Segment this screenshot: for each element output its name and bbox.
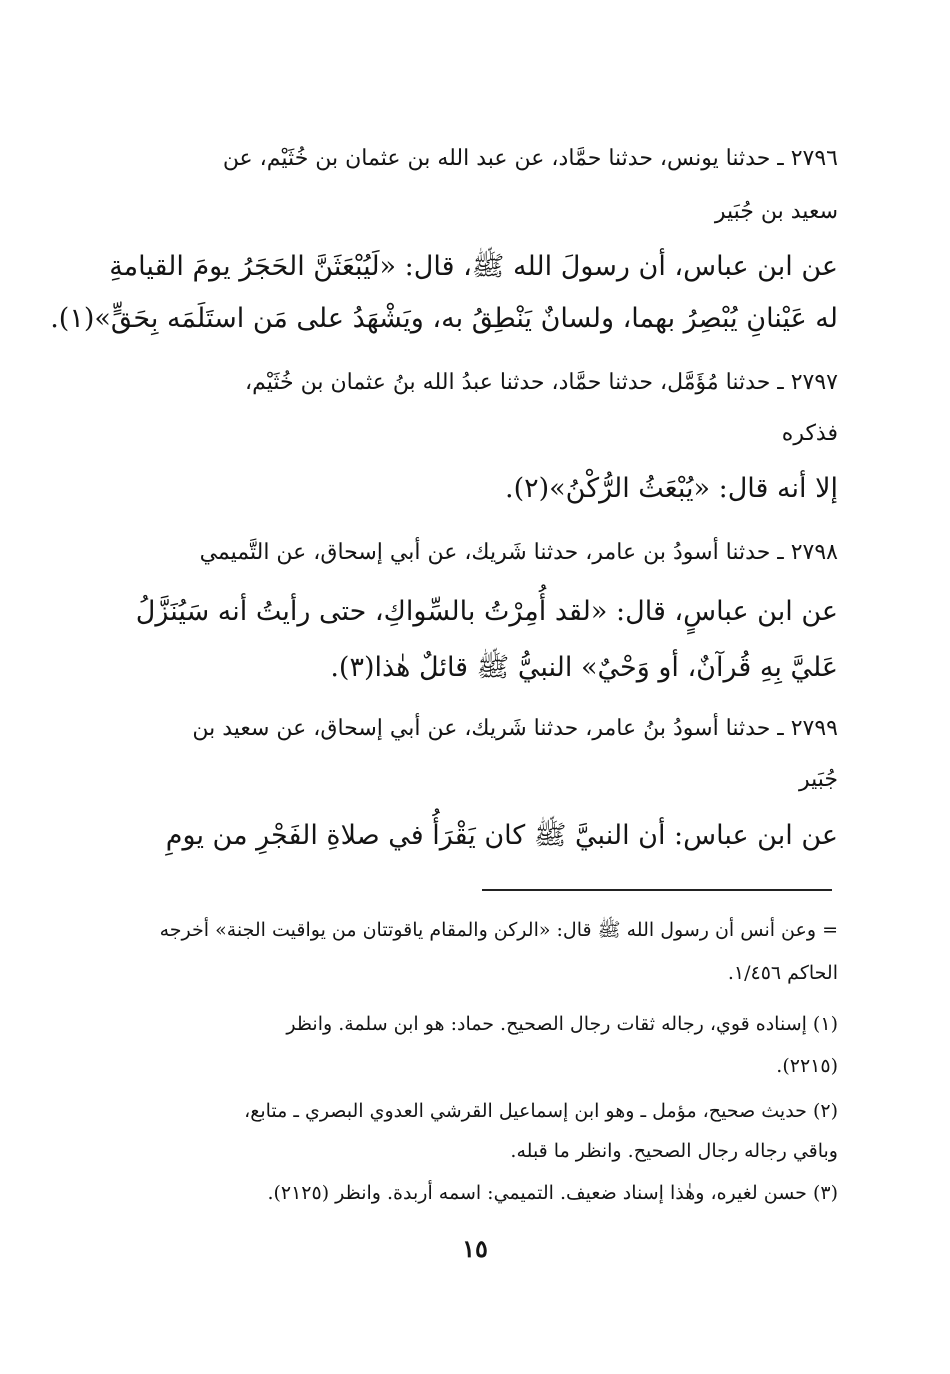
hadith-2798-matn-line2: عَليَّ بِهِ قُرآنٌ، أو وَحْيٌ» النبيُّ ﷺ قائلٌ هٰذا(٣).	[330, 652, 838, 683]
footnote-continuation-line1: = وعن أنس أن رسول الله ﷺ قال: «الركن والمقام ياقوتتان من يواقيت الجنة» أخرجه	[159, 919, 838, 941]
hadith-2799-isnad-line2: جُبَير	[798, 767, 838, 792]
footnote-continuation-line2: الحاكم ١/٤٥٦.	[727, 962, 838, 984]
hadith-2799-isnad-line1: ٢٧٩٩ ـ حدثنا أسودُ بنُ عامر، حدثنا شَريك، عن أبي إسحاق، عن سعيد بن	[192, 716, 838, 741]
hadith-2796-matn-line1: عن ابن عباس، أن رسولَ الله ﷺ، قال: «لَيُبْعَثَنَّ الحَجَرُ يومَ القيامةِ	[109, 251, 838, 282]
hadith-2796-isnad-line1: ٢٧٩٦ ـ حدثنا يونس، حدثنا حمَّاد، عن عبد الله بن عثمان بن خُثَيْم، عن	[222, 146, 838, 171]
page-number: ١٥	[462, 1234, 488, 1263]
hadith-2798-isnad-line1: ٢٧٩٨ ـ حدثنا أسودُ بن عامر، حدثنا شَريك، عن أبي إسحاق، عن التَّميمي	[199, 540, 838, 565]
hadith-2796-isnad-line2: سعيد بن جُبَير	[714, 199, 838, 224]
hadith-2796-matn-line2: له عَيْنانِ يُبْصِرُ بهما، ولسانٌ يَنْطِقُ به، ويَشْهَدُ على مَن استَلَمَه بِحَقٍّ»(١).	[50, 303, 838, 334]
hadith-2797-isnad-line2: فذكره	[781, 421, 838, 446]
footnote-3-line1: (٣) حسن لغيره، وهٰذا إسناد ضعيف. التميمي: اسمه أربدة. وانظر (٢١٢٥).	[267, 1182, 838, 1204]
footnote-2-line1: (٢) حديث صحيح، مؤمل ـ وهو ابن إسماعيل القرشي العدوي البصري ـ متابع،	[244, 1100, 838, 1122]
footnote-1-line1: (١) إسناده قوي، رجاله ثقات رجال الصحيح. حماد: هو ابن سلمة. وانظر	[286, 1013, 838, 1035]
hadith-2798-matn-line1: عن ابن عباسٍ، قال: «لقد أُمِرْتُ بالسِّواكِ، حتى رأيتُ أنه سَيُنَزَّلُ	[135, 596, 838, 627]
hadith-2799-matn-line1: عن ابن عباس: أن النبيَّ ﷺ كان يَقْرَأُ في صلاةِ الفَجْرِ من يومِ	[165, 820, 838, 851]
footnote-1-line2: (٢٢١٥).	[776, 1055, 838, 1077]
footnote-divider	[482, 889, 832, 891]
hadith-2797-isnad-line1: ٢٧٩٧ ـ حدثنا مُؤَمَّل، حدثنا حمَّاد، حدثنا عبدُ الله بنُ عثمان بن خُثَيْم،	[245, 370, 838, 395]
hadith-2797-matn-line1: إلا أنه قال: «يُبْعَثُ الرُّكْنُ»(٢).	[504, 473, 838, 504]
footnote-2-line2: وباقي رجاله رجال الصحيح. وانظر ما قبله.	[510, 1140, 838, 1162]
